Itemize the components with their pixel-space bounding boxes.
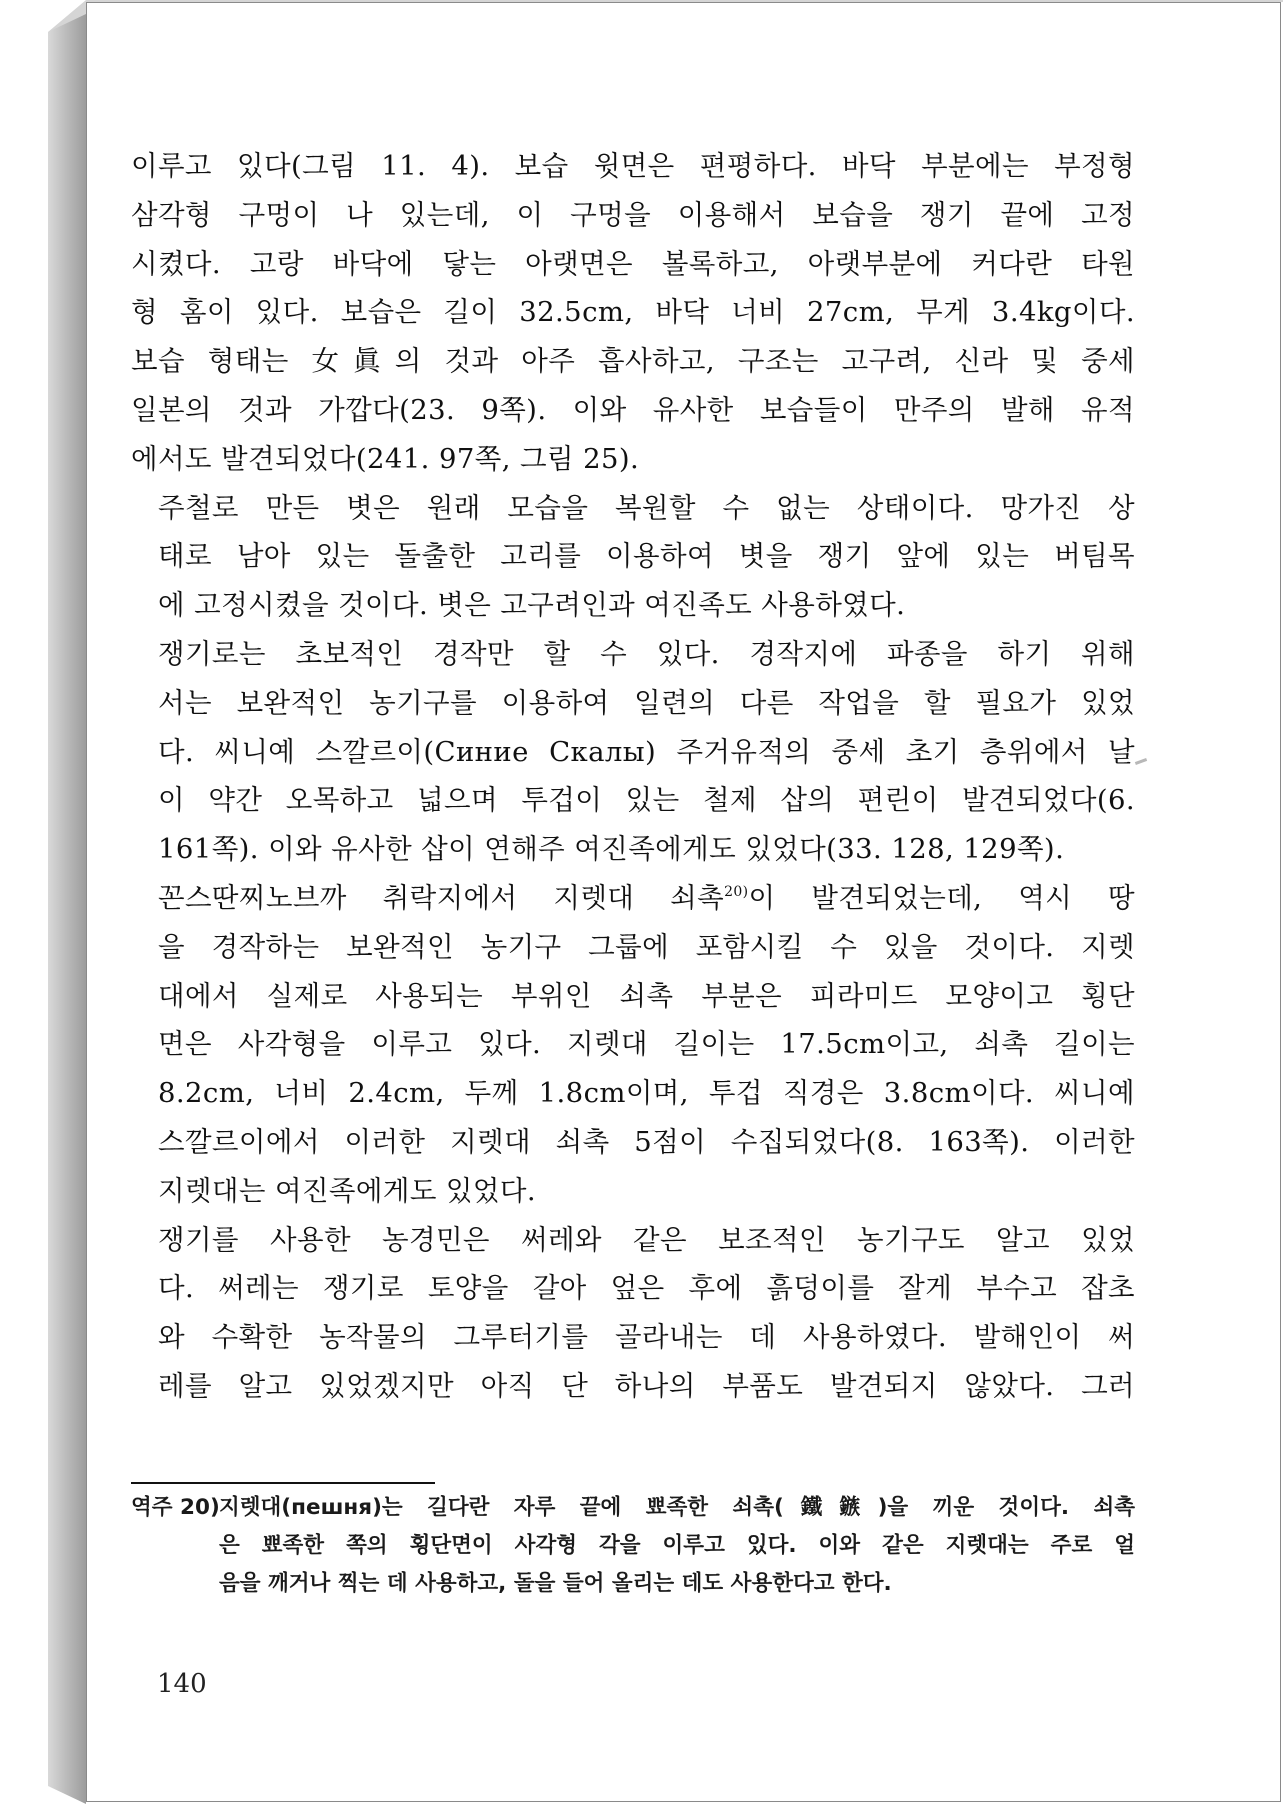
text-line: 이루고 있다(그림 11. 4). 보습 윗면은 편평하다. 바닥 부분에는 부정형 xyxy=(131,150,1135,182)
paragraph-5 xyxy=(131,1216,1135,1411)
body-text xyxy=(131,142,1135,1411)
text-line: 면은 사각형을 이루고 있다. 지렛대 길이는 17.5cm이고, 쇠촉 길이는 xyxy=(158,1028,1135,1061)
text-line: 삼각형 구멍이 나 있는데, 이 구멍을 이용해서 보습을 쟁기 끝에 고정 xyxy=(131,198,1135,231)
paragraph-2 xyxy=(131,484,1135,630)
text-line: 161쪽). 이와 유사한 삽이 연해주 여진족에게도 있었다(33. 128, 129쪽). xyxy=(158,833,1065,866)
text-line: 쟁기를 사용한 농경민은 써레와 같은 보조적인 농기구도 알고 있었 xyxy=(158,1223,1135,1256)
text-line: 다. 씨니예 스깔르이(Синие Скалы) 주거유적의 중세 초기 층위에서 날 xyxy=(158,735,1135,768)
text-line-end: 이 발견되었는데, 역시 땅 xyxy=(748,881,1135,914)
book-spine xyxy=(48,14,86,1804)
footnote-line: 음을 깨거나 찍는 데 사용하고, 돌을 들어 올리는 데도 사용한다고 한다. xyxy=(219,1571,892,1596)
footnote-divider xyxy=(131,1482,435,1484)
footnote-label: 역주 20) xyxy=(131,1495,220,1520)
text-line: 을 경작하는 보완적인 농기구 그룹에 포함시킬 수 있을 것이다. 지렛 xyxy=(158,930,1135,963)
text-line: 다. 써레는 쟁기로 토양을 갈아 엎은 후에 흙덩이를 잘게 부수고 잡초 xyxy=(158,1272,1135,1305)
footnote-line: 지렛대(пешня)는 길다란 자루 끝에 뾰족한 쇠촉(鐵鏃)을 끼운 것이다. 쇠촉 xyxy=(219,1495,1135,1520)
text-line: 일본의 것과 가깝다(23. 9쪽). 이와 유사한 보습들이 만주의 발해 유적 xyxy=(131,393,1135,426)
footnote-line: 은 뾰족한 쪽의 횡단면이 사각형 각을 이루고 있다. 이와 같은 지렛대는 주로 얼 xyxy=(219,1533,1135,1558)
text-line: 주철로 만든 볏은 원래 모습을 복원할 수 없는 상태이다. 망가진 상 xyxy=(158,491,1135,524)
text-line: 레를 알고 있었겠지만 아직 단 하나의 부품도 발견되지 않았다. 그러 xyxy=(158,1369,1135,1402)
paragraph-4 xyxy=(131,874,1135,1216)
footnote xyxy=(131,1489,1135,1603)
page-number: 140 xyxy=(157,1669,207,1699)
text-line: 형 홈이 있다. 보습은 길이 32.5cm, 바닥 너비 27cm, 무게 3.4kg이다. xyxy=(131,296,1135,329)
text-line: 스깔르이에서 이러한 지렛대 쇠촉 5점이 수집되었다(8. 163쪽). 이러한 xyxy=(158,1125,1135,1158)
text-line: 에서도 발견되었다(241. 97쪽, 그림 25). xyxy=(131,442,640,475)
text-line: 보습 형태는 女眞의 것과 아주 흡사하고, 구조는 고구려, 신라 및 중세 xyxy=(131,345,1135,378)
text-line-start: 꼰스딴찌노브까 취락지에서 지렛대 쇠촉 xyxy=(158,881,725,914)
footnote-body xyxy=(219,1489,1135,1603)
text-line xyxy=(131,874,1135,923)
text-line: 시켰다. 고랑 바닥에 닿는 아랫면은 볼록하고, 아랫부분에 커다란 타원 xyxy=(131,247,1135,280)
text-line: 대에서 실제로 사용되는 부위인 쇠촉 부분은 피라미드 모양이고 횡단 xyxy=(158,979,1135,1012)
text-line: 쟁기로는 초보적인 경작만 할 수 있다. 경작지에 파종을 하기 위해 xyxy=(158,637,1135,670)
paragraph-1 xyxy=(131,142,1135,484)
footnote-reference[interactable]: 20) xyxy=(724,883,749,900)
paragraph-3 xyxy=(131,630,1135,874)
text-line: 에 고정시켰을 것이다. 볏은 고구려인과 여진족도 사용하였다. xyxy=(158,589,906,622)
text-line: 지렛대는 여진족에게도 있었다. xyxy=(158,1174,536,1207)
text-line: 이 약간 오목하고 넓으며 투겁이 있는 철제 삽의 편린이 발견되었다(6. xyxy=(158,784,1135,817)
text-line: 서는 보완적인 농기구를 이용하여 일련의 다른 작업을 할 필요가 있었 xyxy=(158,686,1135,719)
text-line: 와 수확한 농작물의 그루터기를 골라내는 데 사용하였다. 발해인이 써 xyxy=(158,1321,1135,1354)
text-line: 8.2cm, 너비 2.4cm, 두께 1.8cm이며, 투겁 직경은 3.8cm이다. 씨니예 xyxy=(158,1077,1135,1110)
text-line: 태로 남아 있는 돌출한 고리를 이용하여 볏을 쟁기 앞에 있는 버팀목 xyxy=(158,540,1135,573)
